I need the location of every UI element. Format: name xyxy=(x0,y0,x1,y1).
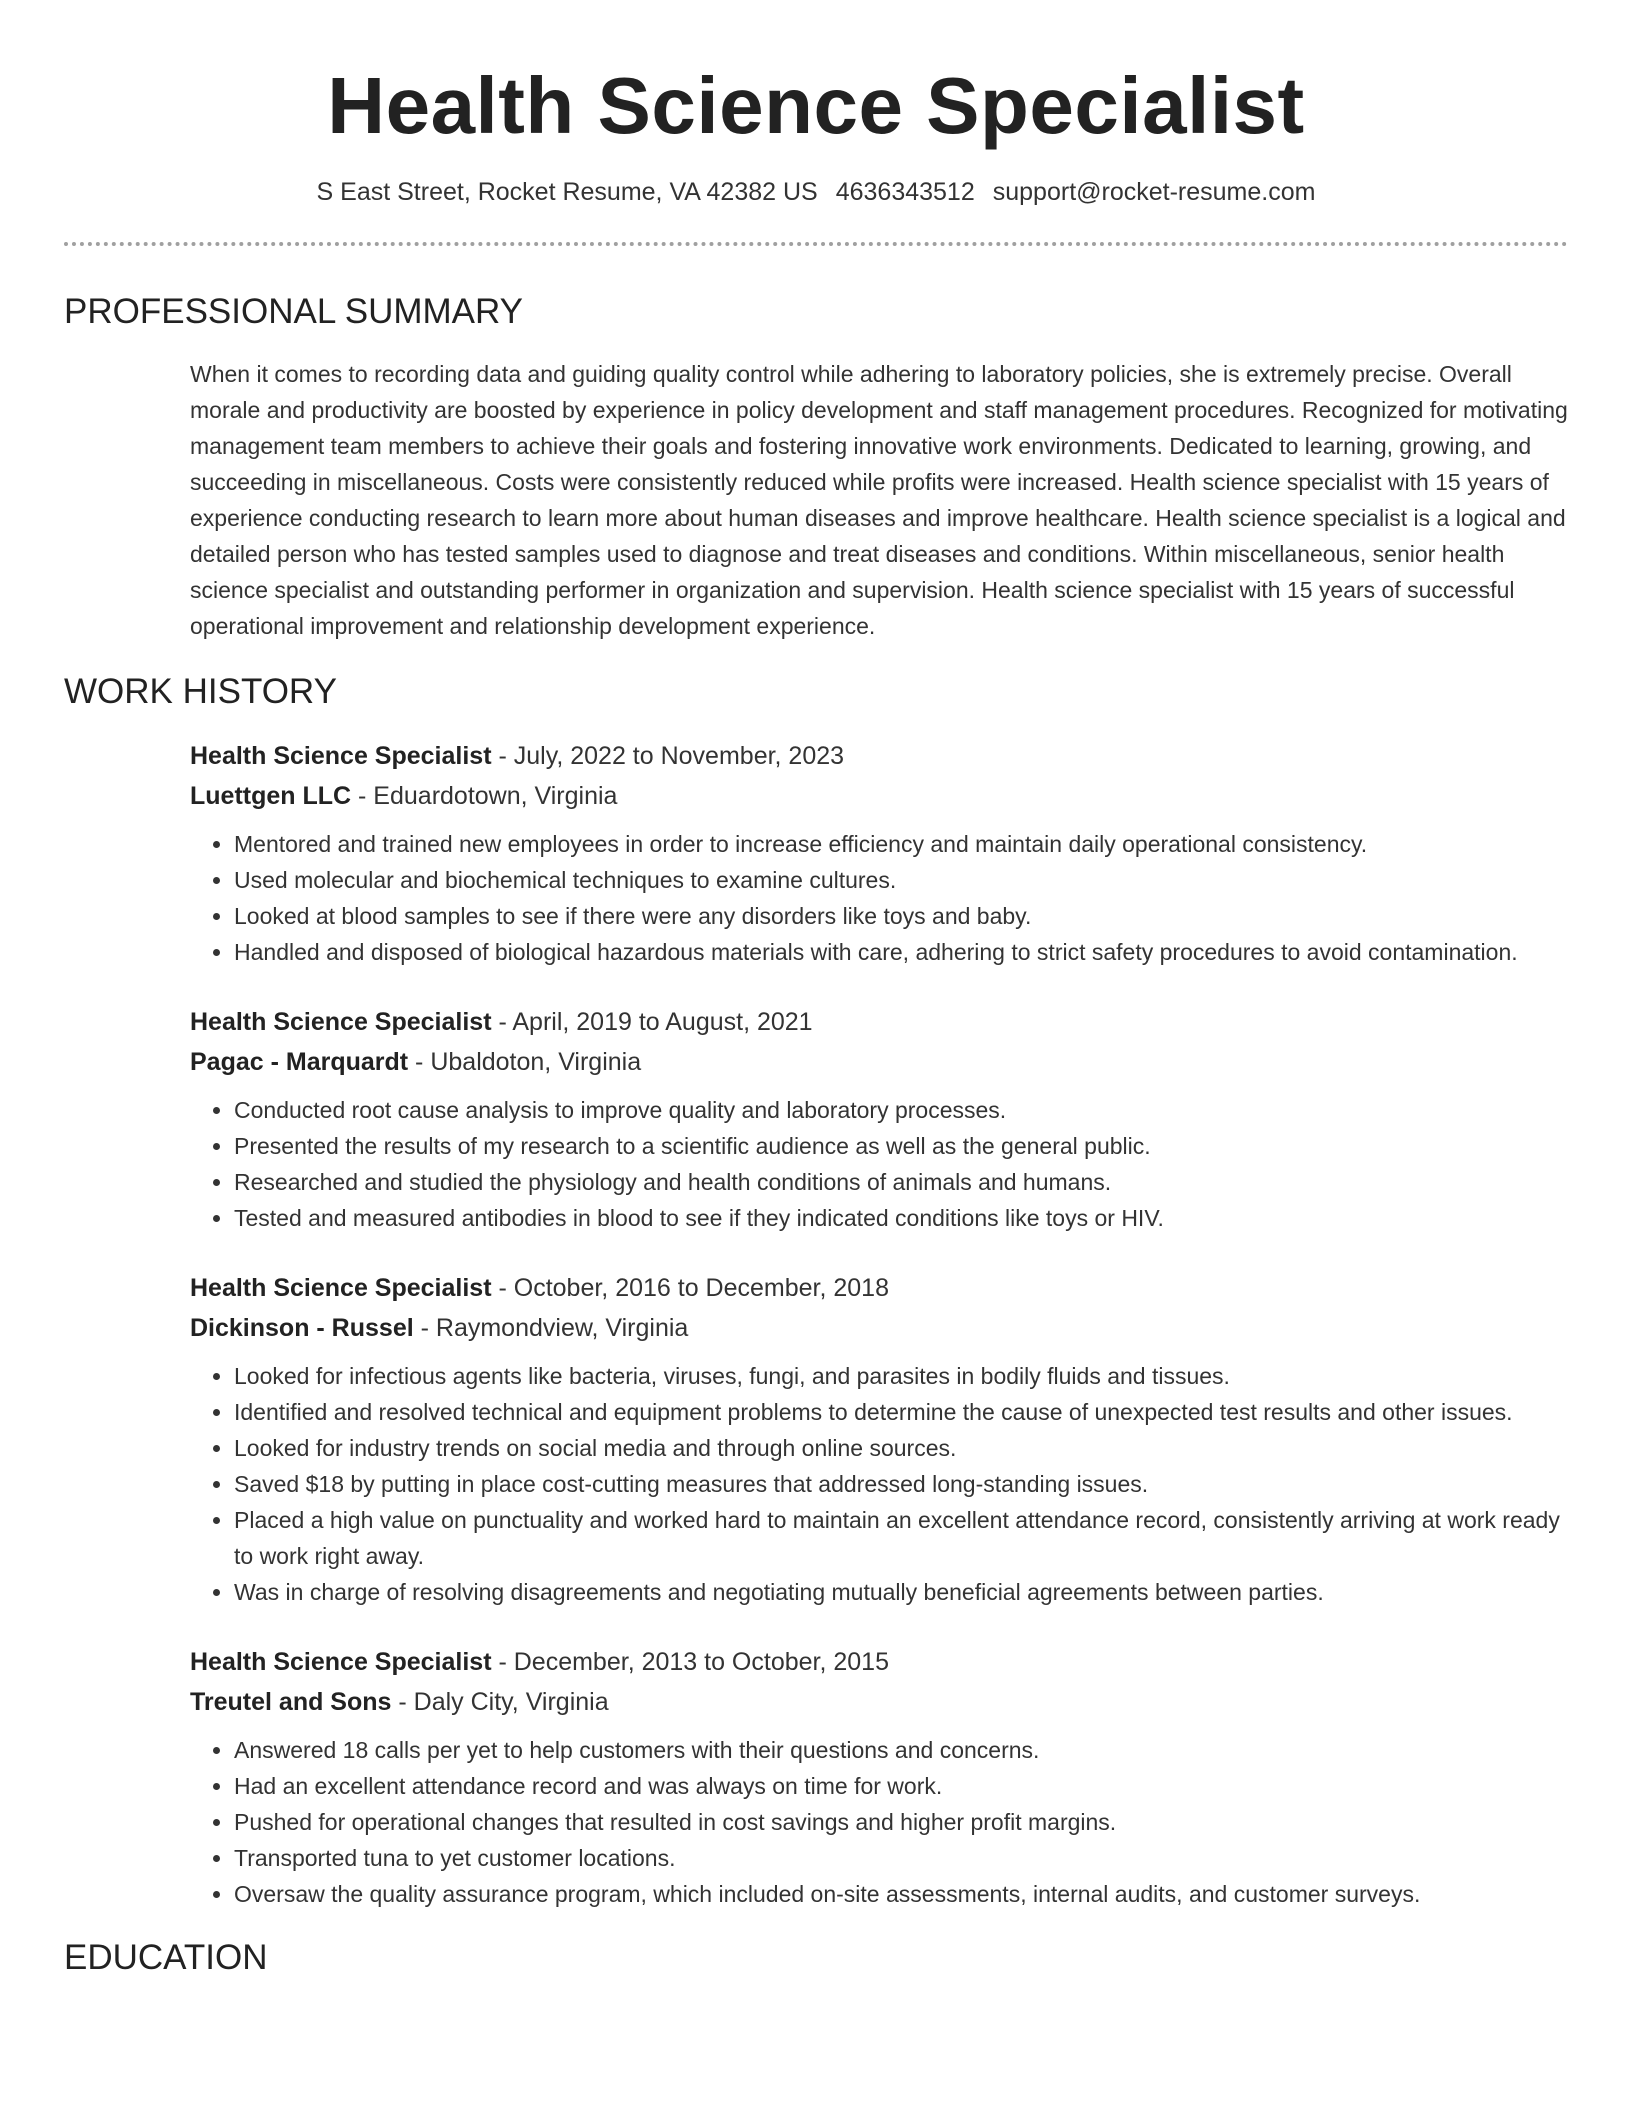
job-bullet: • Identified and resolved technical and equipment problems to determine the cause of unexpected test results and other issues. xyxy=(234,1394,1568,1430)
job-location: - Eduardotown, Virginia xyxy=(351,782,618,810)
job-location: - Daly City, Virginia xyxy=(391,1688,609,1716)
job-role: Health Science Specialist xyxy=(190,1648,492,1676)
education-heading: EDUCATION xyxy=(64,1938,268,1977)
job-company: Pagac - Marquardt xyxy=(190,1048,409,1076)
job-title-line xyxy=(190,736,1568,776)
job-bullet: • Pushed for operational changes that resulted in cost savings and higher profit margins. xyxy=(234,1804,1568,1840)
job-company-line xyxy=(190,1042,1568,1082)
job-bullets xyxy=(190,826,1568,970)
job-bullet: • Was in charge of resolving disagreements and negotiating mutually beneficial agreements between parties. xyxy=(234,1574,1568,1610)
job-bullet: • Looked at blood samples to see if there were any disorders like toys and baby. xyxy=(234,898,1568,934)
job-bullet: • Conducted root cause analysis to improve quality and laboratory processes. xyxy=(234,1092,1568,1128)
job-bullet: • Placed a high value on punctuality and worked hard to maintain an excellent attendance record, consistently arriving at work ready to work right away. xyxy=(234,1502,1568,1574)
job-dates: - October, 2016 to December, 2018 xyxy=(491,1274,889,1302)
work-history-list xyxy=(64,736,1568,1912)
job-role: Health Science Specialist xyxy=(190,1008,492,1036)
job-entry xyxy=(190,1642,1568,1912)
job-bullet: • Answered 18 calls per yet to help customers with their questions and concerns. xyxy=(234,1732,1568,1768)
resume-name: Health Science Specialist xyxy=(327,61,1305,150)
job-entry xyxy=(190,1002,1568,1236)
job-bullets xyxy=(190,1092,1568,1236)
job-entry xyxy=(190,736,1568,970)
job-dates: - July, 2022 to November, 2023 xyxy=(491,742,845,770)
job-bullet: • Handled and disposed of biological hazardous materials with care, adhering to strict safety procedures to avoid contamination. xyxy=(234,934,1568,970)
job-bullet: • Researched and studied the physiology and health conditions of animals and humans. xyxy=(234,1164,1568,1200)
job-bullet: • Looked for infectious agents like bacteria, viruses, fungi, and parasites in bodily fluids and tissues. xyxy=(234,1358,1568,1394)
job-bullet: • Mentored and trained new employees in order to increase efficiency and maintain daily operational consistency. xyxy=(234,826,1568,862)
contact-phone: 4636343512 xyxy=(835,178,975,206)
job-company-line xyxy=(190,1682,1568,1722)
job-title-line xyxy=(190,1002,1568,1042)
job-role: Health Science Specialist xyxy=(190,1274,492,1302)
contact-email: support@rocket-resume.com xyxy=(992,178,1316,206)
job-role: Health Science Specialist xyxy=(190,742,492,770)
summary-text: When it comes to recording data and guiding quality control while adhering to laboratory policies, she is extremely precise. Overall morale and productivity are boosted by experience in policy development and staff management procedures. Recognized for motivating management team members to achieve their goals and fostering innovative work environments. Dedicated to learning, growing, and succeeding in miscellaneous. Costs were consistently reduced while profits were increased. Health science specialist with 15 years of experience conducting research to learn more about human diseases and improve healthcare. Health science specialist is a logical and detailed person who has tested samples used to diagnose and treat diseases and conditions. Within miscellaneous, senior health science specialist and outstanding performer in organization and supervision. Health science specialist with 15 years of successful operational improvement and relationship development experience. xyxy=(190,361,1568,639)
job-company-line xyxy=(190,776,1568,816)
job-dates: - December, 2013 to October, 2015 xyxy=(491,1648,889,1676)
contact-address: S East Street, Rocket Resume, VA 42382 US xyxy=(316,178,818,206)
job-bullet: • Oversaw the quality assurance program, which included on-site assessments, internal audits, and customer surveys. xyxy=(234,1876,1568,1912)
job-bullets xyxy=(190,1358,1568,1610)
job-title-line xyxy=(190,1268,1568,1308)
job-title-line xyxy=(190,1642,1568,1682)
job-bullet: • Saved $18 by putting in place cost-cutting measures that addressed long-standing issues. xyxy=(234,1466,1568,1502)
job-bullet: • Looked for industry trends on social media and through online sources. xyxy=(234,1430,1568,1466)
contact-line xyxy=(64,176,1568,208)
job-bullet: • Had an excellent attendance record and was always on time for work. xyxy=(234,1768,1568,1804)
job-location: - Raymondview, Virginia xyxy=(413,1314,689,1342)
job-location: - Ubaldoton, Virginia xyxy=(408,1048,642,1076)
job-company: Dickinson - Russel xyxy=(190,1314,414,1342)
job-bullet: • Presented the results of my research to a scientific audience as well as the general public. xyxy=(234,1128,1568,1164)
job-dates: - April, 2019 to August, 2021 xyxy=(491,1008,813,1036)
work-history-heading: WORK HISTORY xyxy=(64,672,337,711)
job-bullet: • Transported tuna to yet customer locations. xyxy=(234,1840,1568,1876)
header-divider xyxy=(64,242,1568,246)
job-company: Treutel and Sons xyxy=(190,1688,392,1716)
job-company-line xyxy=(190,1308,1568,1348)
summary-heading: PROFESSIONAL SUMMARY xyxy=(64,292,523,331)
job-bullets xyxy=(190,1732,1568,1912)
job-bullet: • Used molecular and biochemical techniques to examine cultures. xyxy=(234,862,1568,898)
job-company: Luettgen LLC xyxy=(190,782,352,810)
job-bullet: • Tested and measured antibodies in blood to see if they indicated conditions like toys or HIV. xyxy=(234,1200,1568,1236)
job-entry xyxy=(190,1268,1568,1610)
